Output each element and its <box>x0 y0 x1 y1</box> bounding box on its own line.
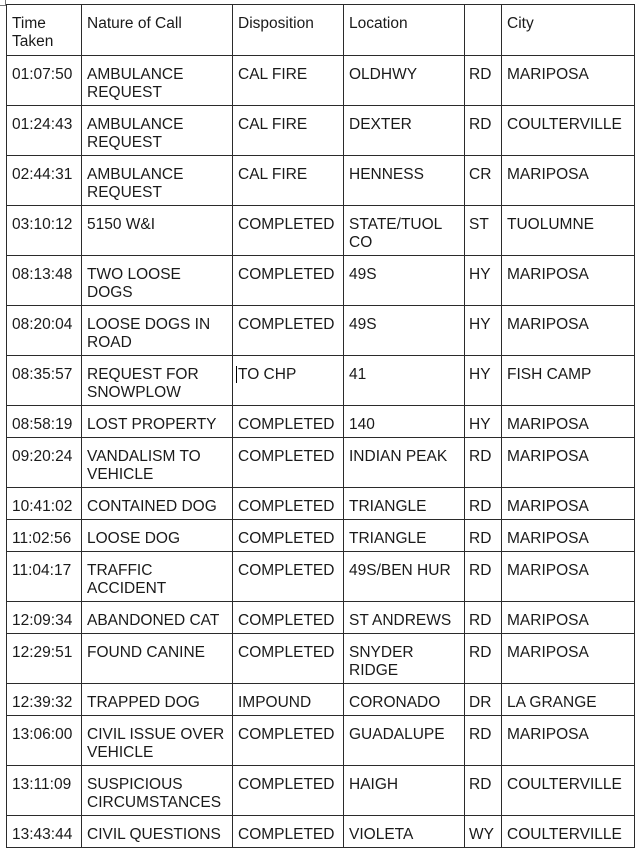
cell-nature: VANDALISM TO VEHICLE <box>82 438 233 488</box>
cell-suffix: ST <box>465 206 502 256</box>
cell-location: OLDHWY <box>344 56 465 106</box>
cell-disposition: COMPLETED <box>233 716 344 766</box>
cell-nature: CONTAINED DOG <box>82 488 233 520</box>
table-row <box>7 716 635 766</box>
cell-disposition: CAL FIRE <box>233 56 344 106</box>
cell-city: MARIPOSA <box>502 438 635 488</box>
table-row <box>7 602 635 634</box>
table-row <box>7 438 635 488</box>
cell-city: LA GRANGE <box>502 684 635 716</box>
cell-location: HAIGH <box>344 766 465 816</box>
cell-city: MARIPOSA <box>502 156 635 206</box>
header-time-taken: Time Taken <box>7 5 82 56</box>
cell-time: 03:10:12 <box>7 206 82 256</box>
header-disposition: Disposition <box>233 5 344 56</box>
table-row <box>7 488 635 520</box>
cell-city: MARIPOSA <box>502 520 635 552</box>
cell-nature: CIVIL QUESTIONS <box>82 816 233 848</box>
cell-disposition: COMPLETED <box>233 306 344 356</box>
cell-nature: REQUEST FOR SNOWPLOW <box>82 356 233 406</box>
cell-time: 11:02:56 <box>7 520 82 552</box>
cell-city: MARIPOSA <box>502 488 635 520</box>
cell-suffix: RD <box>465 552 502 602</box>
header-city: City <box>502 5 635 56</box>
cell-suffix: RD <box>465 106 502 156</box>
cell-disposition: COMPLETED <box>233 520 344 552</box>
table-row <box>7 306 635 356</box>
cell-suffix: RD <box>465 520 502 552</box>
cell-time: 01:07:50 <box>7 56 82 106</box>
cell-disposition: COMPLETED <box>233 438 344 488</box>
cell-city: MARIPOSA <box>502 256 635 306</box>
cell-suffix: RD <box>465 56 502 106</box>
cell-city: MARIPOSA <box>502 634 635 684</box>
cell-suffix: RD <box>465 488 502 520</box>
header-nature-of-call: Nature of Call <box>82 5 233 56</box>
header-street-suffix <box>465 5 502 56</box>
table-row <box>7 684 635 716</box>
cell-city: TUOLUMNE <box>502 206 635 256</box>
cell-time: 10:41:02 <box>7 488 82 520</box>
cell-disposition: COMPLETED <box>233 766 344 816</box>
cell-city: FISH CAMP <box>502 356 635 406</box>
cell-location: 49S <box>344 306 465 356</box>
cell-time: 12:39:32 <box>7 684 82 716</box>
table-row <box>7 56 635 106</box>
cell-disposition: COMPLETED <box>233 406 344 438</box>
table-row <box>7 766 635 816</box>
cell-city: COULTERVILLE <box>502 766 635 816</box>
header-row <box>7 5 635 56</box>
cell-location: TRIANGLE <box>344 488 465 520</box>
table-row <box>7 206 635 256</box>
cell-disposition: COMPLETED <box>233 552 344 602</box>
table-row <box>7 256 635 306</box>
cell-suffix: RD <box>465 716 502 766</box>
cell-time: 08:58:19 <box>7 406 82 438</box>
cell-suffix: WY <box>465 816 502 848</box>
cell-disposition: CAL FIRE <box>233 156 344 206</box>
table-row <box>7 356 635 406</box>
cell-disposition: IMPOUND <box>233 684 344 716</box>
cell-nature: CIVIL ISSUE OVER VEHICLE <box>82 716 233 766</box>
cell-location: STATE/TUOL CO <box>344 206 465 256</box>
cell-location: INDIAN PEAK <box>344 438 465 488</box>
cell-nature: LOOSE DOG <box>82 520 233 552</box>
cell-suffix: HY <box>465 406 502 438</box>
cell-time: 13:06:00 <box>7 716 82 766</box>
cell-suffix: RD <box>465 766 502 816</box>
cell-location: GUADALUPE <box>344 716 465 766</box>
table-row <box>7 156 635 206</box>
cell-suffix: RD <box>465 634 502 684</box>
table-row <box>7 552 635 602</box>
cell-disposition: COMPLETED <box>233 816 344 848</box>
call-log-table <box>6 4 635 848</box>
cell-disposition: COMPLETED <box>233 256 344 306</box>
cell-time: 08:13:48 <box>7 256 82 306</box>
cell-city: MARIPOSA <box>502 306 635 356</box>
cell-disposition: COMPLETED <box>233 634 344 684</box>
table-row <box>7 634 635 684</box>
cell-time: 12:09:34 <box>7 602 82 634</box>
cell-suffix: HY <box>465 356 502 406</box>
cell-time: 08:20:04 <box>7 306 82 356</box>
cell-time: 12:29:51 <box>7 634 82 684</box>
cell-suffix: DR <box>465 684 502 716</box>
text-cursor: TO CHP <box>238 366 297 383</box>
cell-location: 49S <box>344 256 465 306</box>
cell-disposition: COMPLETED <box>233 206 344 256</box>
cell-city: MARIPOSA <box>502 552 635 602</box>
cell-city: MARIPOSA <box>502 406 635 438</box>
cell-location: 49S/BEN HUR <box>344 552 465 602</box>
cell-nature: AMBULANCE REQUEST <box>82 106 233 156</box>
cell-city: COULTERVILLE <box>502 106 635 156</box>
cell-location: VIOLETA <box>344 816 465 848</box>
cell-city: MARIPOSA <box>502 56 635 106</box>
cell-nature: AMBULANCE REQUEST <box>82 56 233 106</box>
cell-nature: 5150 W&I <box>82 206 233 256</box>
cell-time: 11:04:17 <box>7 552 82 602</box>
cell-time: 09:20:24 <box>7 438 82 488</box>
cell-nature: TRAFFIC ACCIDENT <box>82 552 233 602</box>
cell-nature: FOUND CANINE <box>82 634 233 684</box>
cell-disposition <box>233 356 344 406</box>
table-row <box>7 520 635 552</box>
cell-disposition: COMPLETED <box>233 602 344 634</box>
cell-suffix: HY <box>465 256 502 306</box>
cell-disposition: COMPLETED <box>233 488 344 520</box>
cell-city: MARIPOSA <box>502 602 635 634</box>
header-location: Location <box>344 5 465 56</box>
cell-suffix: RD <box>465 602 502 634</box>
cell-city: MARIPOSA <box>502 716 635 766</box>
table-row <box>7 816 635 848</box>
table-row <box>7 406 635 438</box>
cell-time: 01:24:43 <box>7 106 82 156</box>
cell-suffix: RD <box>465 438 502 488</box>
cell-suffix: CR <box>465 156 502 206</box>
cell-suffix: HY <box>465 306 502 356</box>
table-row <box>7 106 635 156</box>
cell-city: COULTERVILLE <box>502 816 635 848</box>
cell-location: CORONADO <box>344 684 465 716</box>
cell-time: 13:11:09 <box>7 766 82 816</box>
cell-time: 08:35:57 <box>7 356 82 406</box>
cell-nature: TRAPPED DOG <box>82 684 233 716</box>
cell-time: 13:43:44 <box>7 816 82 848</box>
cell-location: TRIANGLE <box>344 520 465 552</box>
cell-location: HENNESS <box>344 156 465 206</box>
cell-location: 41 <box>344 356 465 406</box>
cell-nature: AMBULANCE REQUEST <box>82 156 233 206</box>
cell-time: 02:44:31 <box>7 156 82 206</box>
cell-nature: LOST PROPERTY <box>82 406 233 438</box>
cell-nature: TWO LOOSE DOGS <box>82 256 233 306</box>
cell-nature: ABANDONED CAT <box>82 602 233 634</box>
cell-location: 140 <box>344 406 465 438</box>
cell-disposition: CAL FIRE <box>233 106 344 156</box>
cell-nature: SUSPICIOUS CIRCUMSTANCES <box>82 766 233 816</box>
cell-location: SNYDER RIDGE <box>344 634 465 684</box>
cell-nature: LOOSE DOGS IN ROAD <box>82 306 233 356</box>
cell-location: ST ANDREWS <box>344 602 465 634</box>
cell-location: DEXTER <box>344 106 465 156</box>
